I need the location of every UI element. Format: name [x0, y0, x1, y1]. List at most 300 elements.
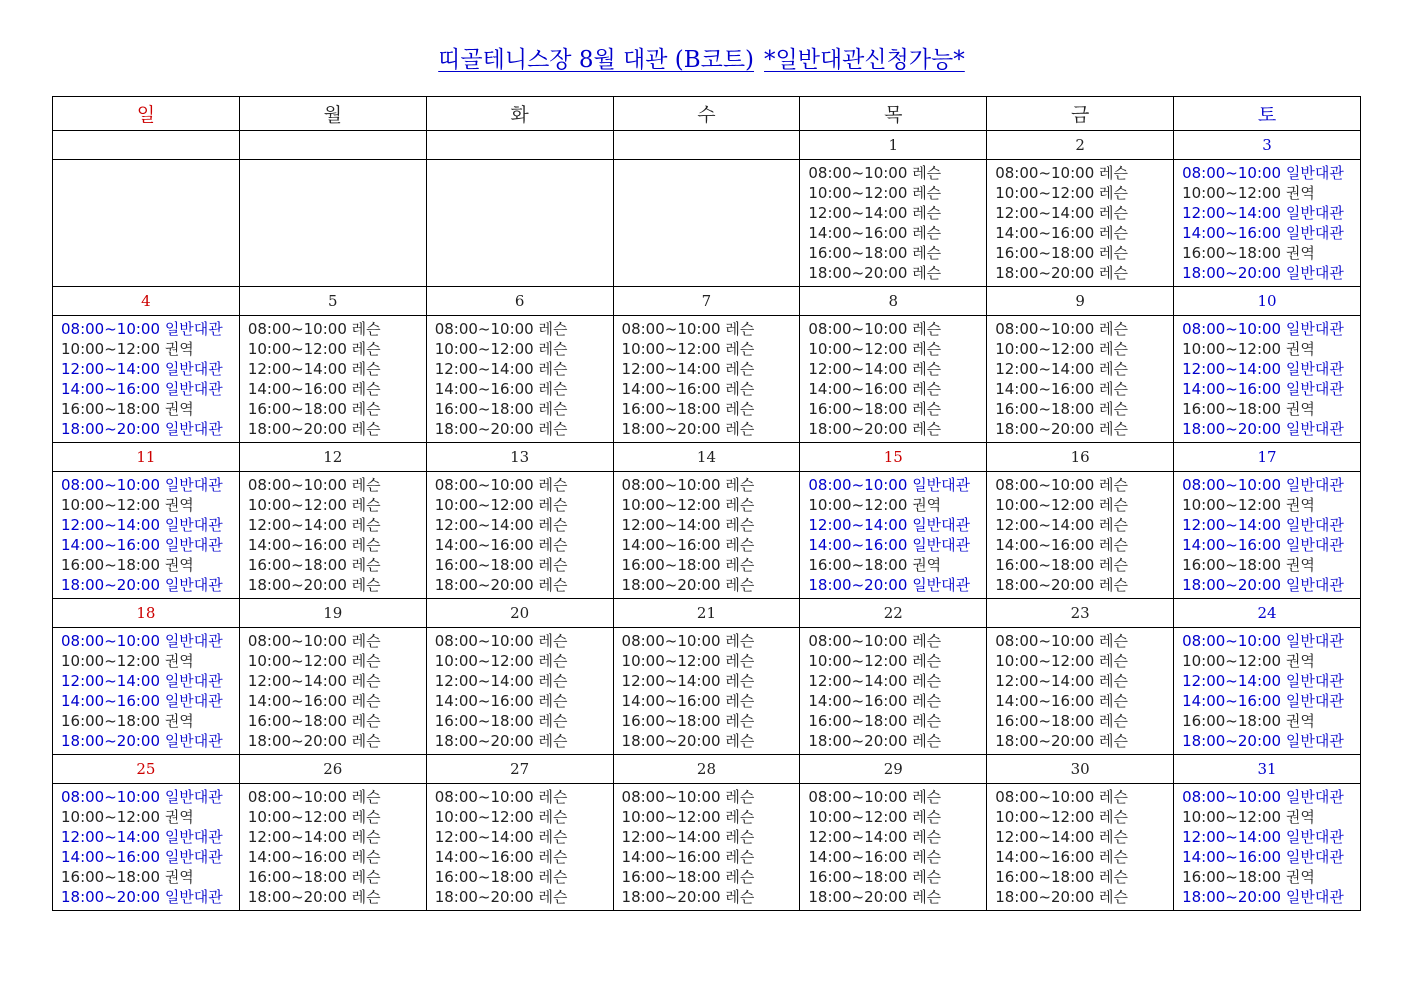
slot-label: 일반대관 — [164, 320, 223, 338]
slot-label: 레슨 — [538, 536, 568, 554]
time-slot — [808, 787, 986, 807]
slot-label: 일반대관 — [164, 692, 223, 710]
slot-list — [800, 316, 986, 439]
time-slot — [622, 867, 800, 887]
slot-time: 14:00~16:00 — [1182, 692, 1282, 710]
empty-date-cell — [426, 131, 613, 160]
slot-label: 일반대관 — [1285, 632, 1344, 650]
slot-time: 08:00~10:00 — [61, 320, 161, 338]
time-slot — [995, 827, 1173, 847]
time-slot — [1182, 223, 1360, 243]
slot-label: 일반대관 — [164, 576, 223, 594]
slot-time: 16:00~18:00 — [995, 712, 1095, 730]
date-cell: 19 — [239, 599, 426, 628]
slot-list — [800, 628, 986, 751]
slot-label: 일반대관 — [1285, 320, 1344, 338]
slot-list — [427, 628, 613, 751]
time-slot — [248, 319, 426, 339]
time-slot — [808, 263, 986, 283]
weekday-header: 금 — [987, 97, 1174, 131]
time-slot — [808, 319, 986, 339]
slot-label: 일반대관 — [1285, 888, 1344, 906]
slot-label: 레슨 — [351, 632, 381, 650]
slot-label: 레슨 — [538, 476, 568, 494]
time-slot — [248, 827, 426, 847]
time-slot — [995, 495, 1173, 515]
slot-label: 레슨 — [351, 320, 381, 338]
slot-time: 14:00~16:00 — [61, 692, 161, 710]
slot-label: 레슨 — [725, 516, 755, 534]
slot-time: 12:00~14:00 — [808, 828, 908, 846]
slot-label: 레슨 — [1099, 888, 1129, 906]
slot-time: 18:00~20:00 — [995, 732, 1095, 750]
time-slot — [995, 243, 1173, 263]
schedule-cell — [239, 472, 426, 599]
time-slot — [808, 671, 986, 691]
schedule-cell — [613, 628, 800, 755]
date-cell: 18 — [53, 599, 240, 628]
time-slot — [995, 399, 1173, 419]
slot-label: 레슨 — [538, 828, 568, 846]
slot-time: 16:00~18:00 — [61, 712, 161, 730]
time-slot — [622, 691, 800, 711]
date-row — [53, 131, 1361, 160]
slot-label: 레슨 — [725, 576, 755, 594]
slot-time: 12:00~14:00 — [61, 516, 161, 534]
schedule-cell — [426, 628, 613, 755]
date-cell: 28 — [613, 755, 800, 784]
schedule-cell — [613, 784, 800, 911]
time-slot — [248, 359, 426, 379]
slot-label: 레슨 — [725, 556, 755, 574]
time-slot — [1182, 631, 1360, 651]
slot-time: 18:00~20:00 — [995, 576, 1095, 594]
slot-label: 레슨 — [351, 420, 381, 438]
time-slot — [808, 203, 986, 223]
slot-label: 레슨 — [1099, 400, 1129, 418]
date-row — [53, 443, 1361, 472]
slot-label: 레슨 — [1099, 712, 1129, 730]
time-slot — [995, 787, 1173, 807]
slot-label: 레슨 — [725, 848, 755, 866]
slot-label: 레슨 — [351, 692, 381, 710]
time-slot — [61, 399, 239, 419]
slot-time: 16:00~18:00 — [621, 712, 721, 730]
slot-time: 14:00~16:00 — [808, 848, 908, 866]
slot-time: 14:00~16:00 — [995, 848, 1095, 866]
slot-time: 08:00~10:00 — [808, 164, 908, 182]
time-slot — [61, 555, 239, 575]
time-slot — [808, 495, 986, 515]
slot-label: 레슨 — [912, 672, 942, 690]
slot-time: 08:00~10:00 — [434, 632, 534, 650]
empty-date-cell — [239, 131, 426, 160]
slot-label: 레슨 — [538, 556, 568, 574]
slot-label: 레슨 — [725, 420, 755, 438]
slot-time: 10:00~12:00 — [995, 184, 1095, 202]
schedule-cell — [1174, 784, 1361, 911]
time-slot — [995, 887, 1173, 907]
slot-time: 14:00~16:00 — [621, 380, 721, 398]
slot-label: 레슨 — [538, 712, 568, 730]
slot-time: 12:00~14:00 — [1182, 828, 1282, 846]
slot-time: 18:00~20:00 — [808, 576, 908, 594]
slot-label: 레슨 — [1099, 732, 1129, 750]
slot-time: 14:00~16:00 — [1182, 224, 1282, 242]
time-slot — [248, 379, 426, 399]
slot-label: 레슨 — [725, 712, 755, 730]
slot-time: 14:00~16:00 — [61, 380, 161, 398]
slot-label: 일반대관 — [1285, 164, 1344, 182]
slot-time: 16:00~18:00 — [61, 868, 161, 886]
slot-time: 16:00~18:00 — [247, 868, 347, 886]
slot-label: 레슨 — [538, 340, 568, 358]
slot-label: 레슨 — [1099, 224, 1129, 242]
slot-time: 18:00~20:00 — [247, 732, 347, 750]
time-slot — [808, 887, 986, 907]
slot-time: 08:00~10:00 — [61, 632, 161, 650]
time-slot — [61, 887, 239, 907]
time-slot — [248, 731, 426, 751]
time-slot — [1182, 399, 1360, 419]
date-cell: 25 — [53, 755, 240, 784]
date-cell: 26 — [239, 755, 426, 784]
slot-time: 10:00~12:00 — [995, 340, 1095, 358]
slot-time: 10:00~12:00 — [808, 652, 908, 670]
slot-time: 16:00~18:00 — [995, 244, 1095, 262]
slot-label: 레슨 — [351, 732, 381, 750]
time-slot — [61, 731, 239, 751]
schedule-cell — [987, 628, 1174, 755]
slot-label: 레슨 — [538, 400, 568, 418]
slot-label: 레슨 — [1099, 848, 1129, 866]
slot-time: 08:00~10:00 — [247, 788, 347, 806]
time-slot — [622, 787, 800, 807]
date-cell: 30 — [987, 755, 1174, 784]
slot-time: 10:00~12:00 — [621, 808, 721, 826]
slot-time: 16:00~18:00 — [621, 868, 721, 886]
time-slot — [435, 631, 613, 651]
time-slot — [622, 475, 800, 495]
schedule-row — [53, 160, 1361, 287]
slot-label: 레슨 — [538, 672, 568, 690]
empty-schedule-cell — [239, 160, 426, 287]
slot-time: 12:00~14:00 — [995, 828, 1095, 846]
slot-time: 12:00~14:00 — [247, 672, 347, 690]
slot-label: 레슨 — [351, 868, 381, 886]
slot-label: 레슨 — [538, 868, 568, 886]
weekday-header: 토 — [1174, 97, 1361, 131]
slot-time: 12:00~14:00 — [995, 516, 1095, 534]
slot-label: 레슨 — [1099, 184, 1129, 202]
slot-label: 레슨 — [912, 828, 942, 846]
slot-time: 14:00~16:00 — [621, 536, 721, 554]
slot-time: 14:00~16:00 — [434, 848, 534, 866]
slot-label: 권역 — [164, 400, 194, 418]
time-slot — [435, 651, 613, 671]
slot-label: 레슨 — [1099, 476, 1129, 494]
slot-label: 레슨 — [351, 340, 381, 358]
time-slot — [995, 223, 1173, 243]
time-slot — [995, 515, 1173, 535]
time-slot — [61, 319, 239, 339]
slot-label: 레슨 — [351, 808, 381, 826]
schedule-row — [53, 628, 1361, 755]
time-slot — [248, 807, 426, 827]
slot-time: 12:00~14:00 — [61, 360, 161, 378]
time-slot — [808, 631, 986, 651]
time-slot — [622, 631, 800, 651]
slot-time: 18:00~20:00 — [434, 732, 534, 750]
date-cell: 22 — [800, 599, 987, 628]
date-cell: 5 — [239, 287, 426, 316]
schedule-row — [53, 316, 1361, 443]
time-slot — [1182, 339, 1360, 359]
schedule-cell — [426, 316, 613, 443]
schedule-cell — [800, 472, 987, 599]
time-slot — [435, 575, 613, 595]
slot-list — [1174, 784, 1360, 907]
slot-time: 18:00~20:00 — [434, 576, 534, 594]
time-slot — [808, 535, 986, 555]
date-cell: 20 — [426, 599, 613, 628]
time-slot — [248, 475, 426, 495]
time-slot — [435, 319, 613, 339]
slot-time: 08:00~10:00 — [621, 788, 721, 806]
time-slot — [622, 847, 800, 867]
time-slot — [622, 671, 800, 691]
time-slot — [248, 711, 426, 731]
schedule-cell — [613, 472, 800, 599]
slot-list — [614, 628, 800, 751]
time-slot — [61, 847, 239, 867]
slot-label: 레슨 — [1099, 556, 1129, 574]
slot-label: 권역 — [1285, 184, 1315, 202]
schedule-cell — [53, 472, 240, 599]
date-cell: 27 — [426, 755, 613, 784]
time-slot — [995, 847, 1173, 867]
time-slot — [995, 359, 1173, 379]
title-notice: *일반대관신청가능* — [764, 47, 965, 73]
slot-time: 18:00~20:00 — [995, 888, 1095, 906]
time-slot — [1182, 379, 1360, 399]
slot-time: 08:00~10:00 — [434, 320, 534, 338]
slot-label: 일반대관 — [1285, 380, 1344, 398]
time-slot — [808, 339, 986, 359]
slot-time: 12:00~14:00 — [247, 828, 347, 846]
slot-time: 14:00~16:00 — [247, 380, 347, 398]
time-slot — [622, 399, 800, 419]
schedule-cell — [1174, 472, 1361, 599]
time-slot — [622, 339, 800, 359]
time-slot — [808, 575, 986, 595]
time-slot — [995, 263, 1173, 283]
slot-list — [800, 784, 986, 907]
date-cell: 1 — [800, 131, 987, 160]
time-slot — [435, 379, 613, 399]
slot-time: 08:00~10:00 — [995, 632, 1095, 650]
slot-time: 12:00~14:00 — [995, 360, 1095, 378]
slot-label: 레슨 — [351, 360, 381, 378]
slot-time: 08:00~10:00 — [808, 632, 908, 650]
slot-label: 일반대관 — [164, 476, 223, 494]
slot-label: 레슨 — [538, 848, 568, 866]
slot-label: 레슨 — [351, 828, 381, 846]
time-slot — [995, 731, 1173, 751]
slot-time: 16:00~18:00 — [808, 868, 908, 886]
slot-label: 레슨 — [1099, 420, 1129, 438]
slot-label: 레슨 — [1099, 868, 1129, 886]
slot-time: 18:00~20:00 — [808, 888, 908, 906]
slot-label: 일반대관 — [1285, 692, 1344, 710]
time-slot — [622, 379, 800, 399]
slot-list — [240, 784, 426, 907]
slot-label: 일반대관 — [1285, 828, 1344, 846]
schedule-cell — [800, 784, 987, 911]
time-slot — [1182, 243, 1360, 263]
slot-time: 10:00~12:00 — [247, 808, 347, 826]
slot-label: 권역 — [1285, 400, 1315, 418]
slot-time: 12:00~14:00 — [61, 672, 161, 690]
slot-label: 레슨 — [351, 556, 381, 574]
rental-calendar — [52, 96, 1361, 911]
time-slot — [622, 807, 800, 827]
slot-label: 일반대관 — [1285, 732, 1344, 750]
slot-label: 레슨 — [912, 244, 942, 262]
slot-label: 권역 — [164, 652, 194, 670]
slot-label: 일반대관 — [164, 788, 223, 806]
slot-time: 12:00~14:00 — [434, 360, 534, 378]
slot-label: 일반대관 — [912, 536, 971, 554]
slot-time: 14:00~16:00 — [61, 536, 161, 554]
time-slot — [1182, 555, 1360, 575]
slot-label: 권역 — [1285, 340, 1315, 358]
time-slot — [435, 847, 613, 867]
time-slot — [248, 691, 426, 711]
slot-time: 12:00~14:00 — [434, 516, 534, 534]
slot-label: 레슨 — [725, 340, 755, 358]
slot-label: 레슨 — [912, 204, 942, 222]
slot-time: 14:00~16:00 — [995, 692, 1095, 710]
slot-time: 08:00~10:00 — [1182, 476, 1282, 494]
slot-label: 레슨 — [725, 652, 755, 670]
time-slot — [435, 535, 613, 555]
slot-label: 레슨 — [538, 380, 568, 398]
slot-label: 레슨 — [725, 788, 755, 806]
slot-time: 08:00~10:00 — [808, 788, 908, 806]
date-cell: 23 — [987, 599, 1174, 628]
time-slot — [61, 651, 239, 671]
time-slot — [1182, 359, 1360, 379]
slot-label: 일반대관 — [164, 380, 223, 398]
slot-time: 10:00~12:00 — [995, 808, 1095, 826]
slot-time: 16:00~18:00 — [808, 556, 908, 574]
slot-label: 일반대관 — [164, 848, 223, 866]
schedule-cell — [53, 628, 240, 755]
slot-time: 08:00~10:00 — [621, 632, 721, 650]
slot-label: 권역 — [164, 808, 194, 826]
slot-label: 레슨 — [351, 848, 381, 866]
time-slot — [61, 379, 239, 399]
slot-label: 레슨 — [351, 400, 381, 418]
time-slot — [622, 827, 800, 847]
slot-label: 레슨 — [351, 576, 381, 594]
slot-time: 14:00~16:00 — [434, 692, 534, 710]
slot-time: 18:00~20:00 — [808, 420, 908, 438]
slot-label: 레슨 — [725, 672, 755, 690]
time-slot — [248, 339, 426, 359]
time-slot — [435, 887, 613, 907]
schedule-cell — [239, 628, 426, 755]
time-slot — [248, 495, 426, 515]
slot-time: 14:00~16:00 — [808, 536, 908, 554]
slot-label: 레슨 — [1099, 264, 1129, 282]
time-slot — [61, 515, 239, 535]
time-slot — [61, 827, 239, 847]
time-slot — [248, 419, 426, 439]
slot-label: 레슨 — [725, 632, 755, 650]
slot-label: 레슨 — [1099, 692, 1129, 710]
slot-label: 레슨 — [1099, 808, 1129, 826]
slot-label: 일반대관 — [1285, 536, 1344, 554]
slot-time: 18:00~20:00 — [61, 888, 161, 906]
slot-list — [240, 628, 426, 751]
slot-label: 레슨 — [1099, 496, 1129, 514]
slot-time: 08:00~10:00 — [621, 476, 721, 494]
slot-list — [800, 160, 986, 283]
time-slot — [61, 535, 239, 555]
slot-time: 18:00~20:00 — [808, 264, 908, 282]
slot-label: 레슨 — [912, 848, 942, 866]
time-slot — [435, 731, 613, 751]
date-cell: 29 — [800, 755, 987, 784]
time-slot — [435, 359, 613, 379]
slot-label: 레슨 — [912, 224, 942, 242]
slot-list — [614, 784, 800, 907]
slot-time: 10:00~12:00 — [61, 340, 161, 358]
time-slot — [622, 319, 800, 339]
time-slot — [1182, 515, 1360, 535]
slot-label: 레슨 — [725, 496, 755, 514]
slot-time: 08:00~10:00 — [434, 788, 534, 806]
slot-label: 레슨 — [725, 476, 755, 494]
slot-label: 권역 — [164, 340, 194, 358]
date-cell: 2 — [987, 131, 1174, 160]
slot-time: 16:00~18:00 — [247, 556, 347, 574]
empty-date-cell — [53, 131, 240, 160]
time-slot — [435, 711, 613, 731]
time-slot — [995, 867, 1173, 887]
time-slot — [622, 575, 800, 595]
time-slot — [622, 419, 800, 439]
date-cell: 6 — [426, 287, 613, 316]
time-slot — [61, 711, 239, 731]
slot-time: 18:00~20:00 — [995, 264, 1095, 282]
date-cell: 7 — [613, 287, 800, 316]
time-slot — [435, 419, 613, 439]
schedule-cell — [987, 472, 1174, 599]
slot-label: 레슨 — [351, 516, 381, 534]
slot-time: 08:00~10:00 — [808, 320, 908, 338]
slot-time: 16:00~18:00 — [995, 400, 1095, 418]
slot-list — [427, 784, 613, 907]
time-slot — [808, 163, 986, 183]
date-cell: 15 — [800, 443, 987, 472]
slot-time: 16:00~18:00 — [995, 556, 1095, 574]
slot-label: 일반대관 — [164, 732, 223, 750]
slot-time: 18:00~20:00 — [1182, 264, 1282, 282]
slot-time: 12:00~14:00 — [808, 204, 908, 222]
